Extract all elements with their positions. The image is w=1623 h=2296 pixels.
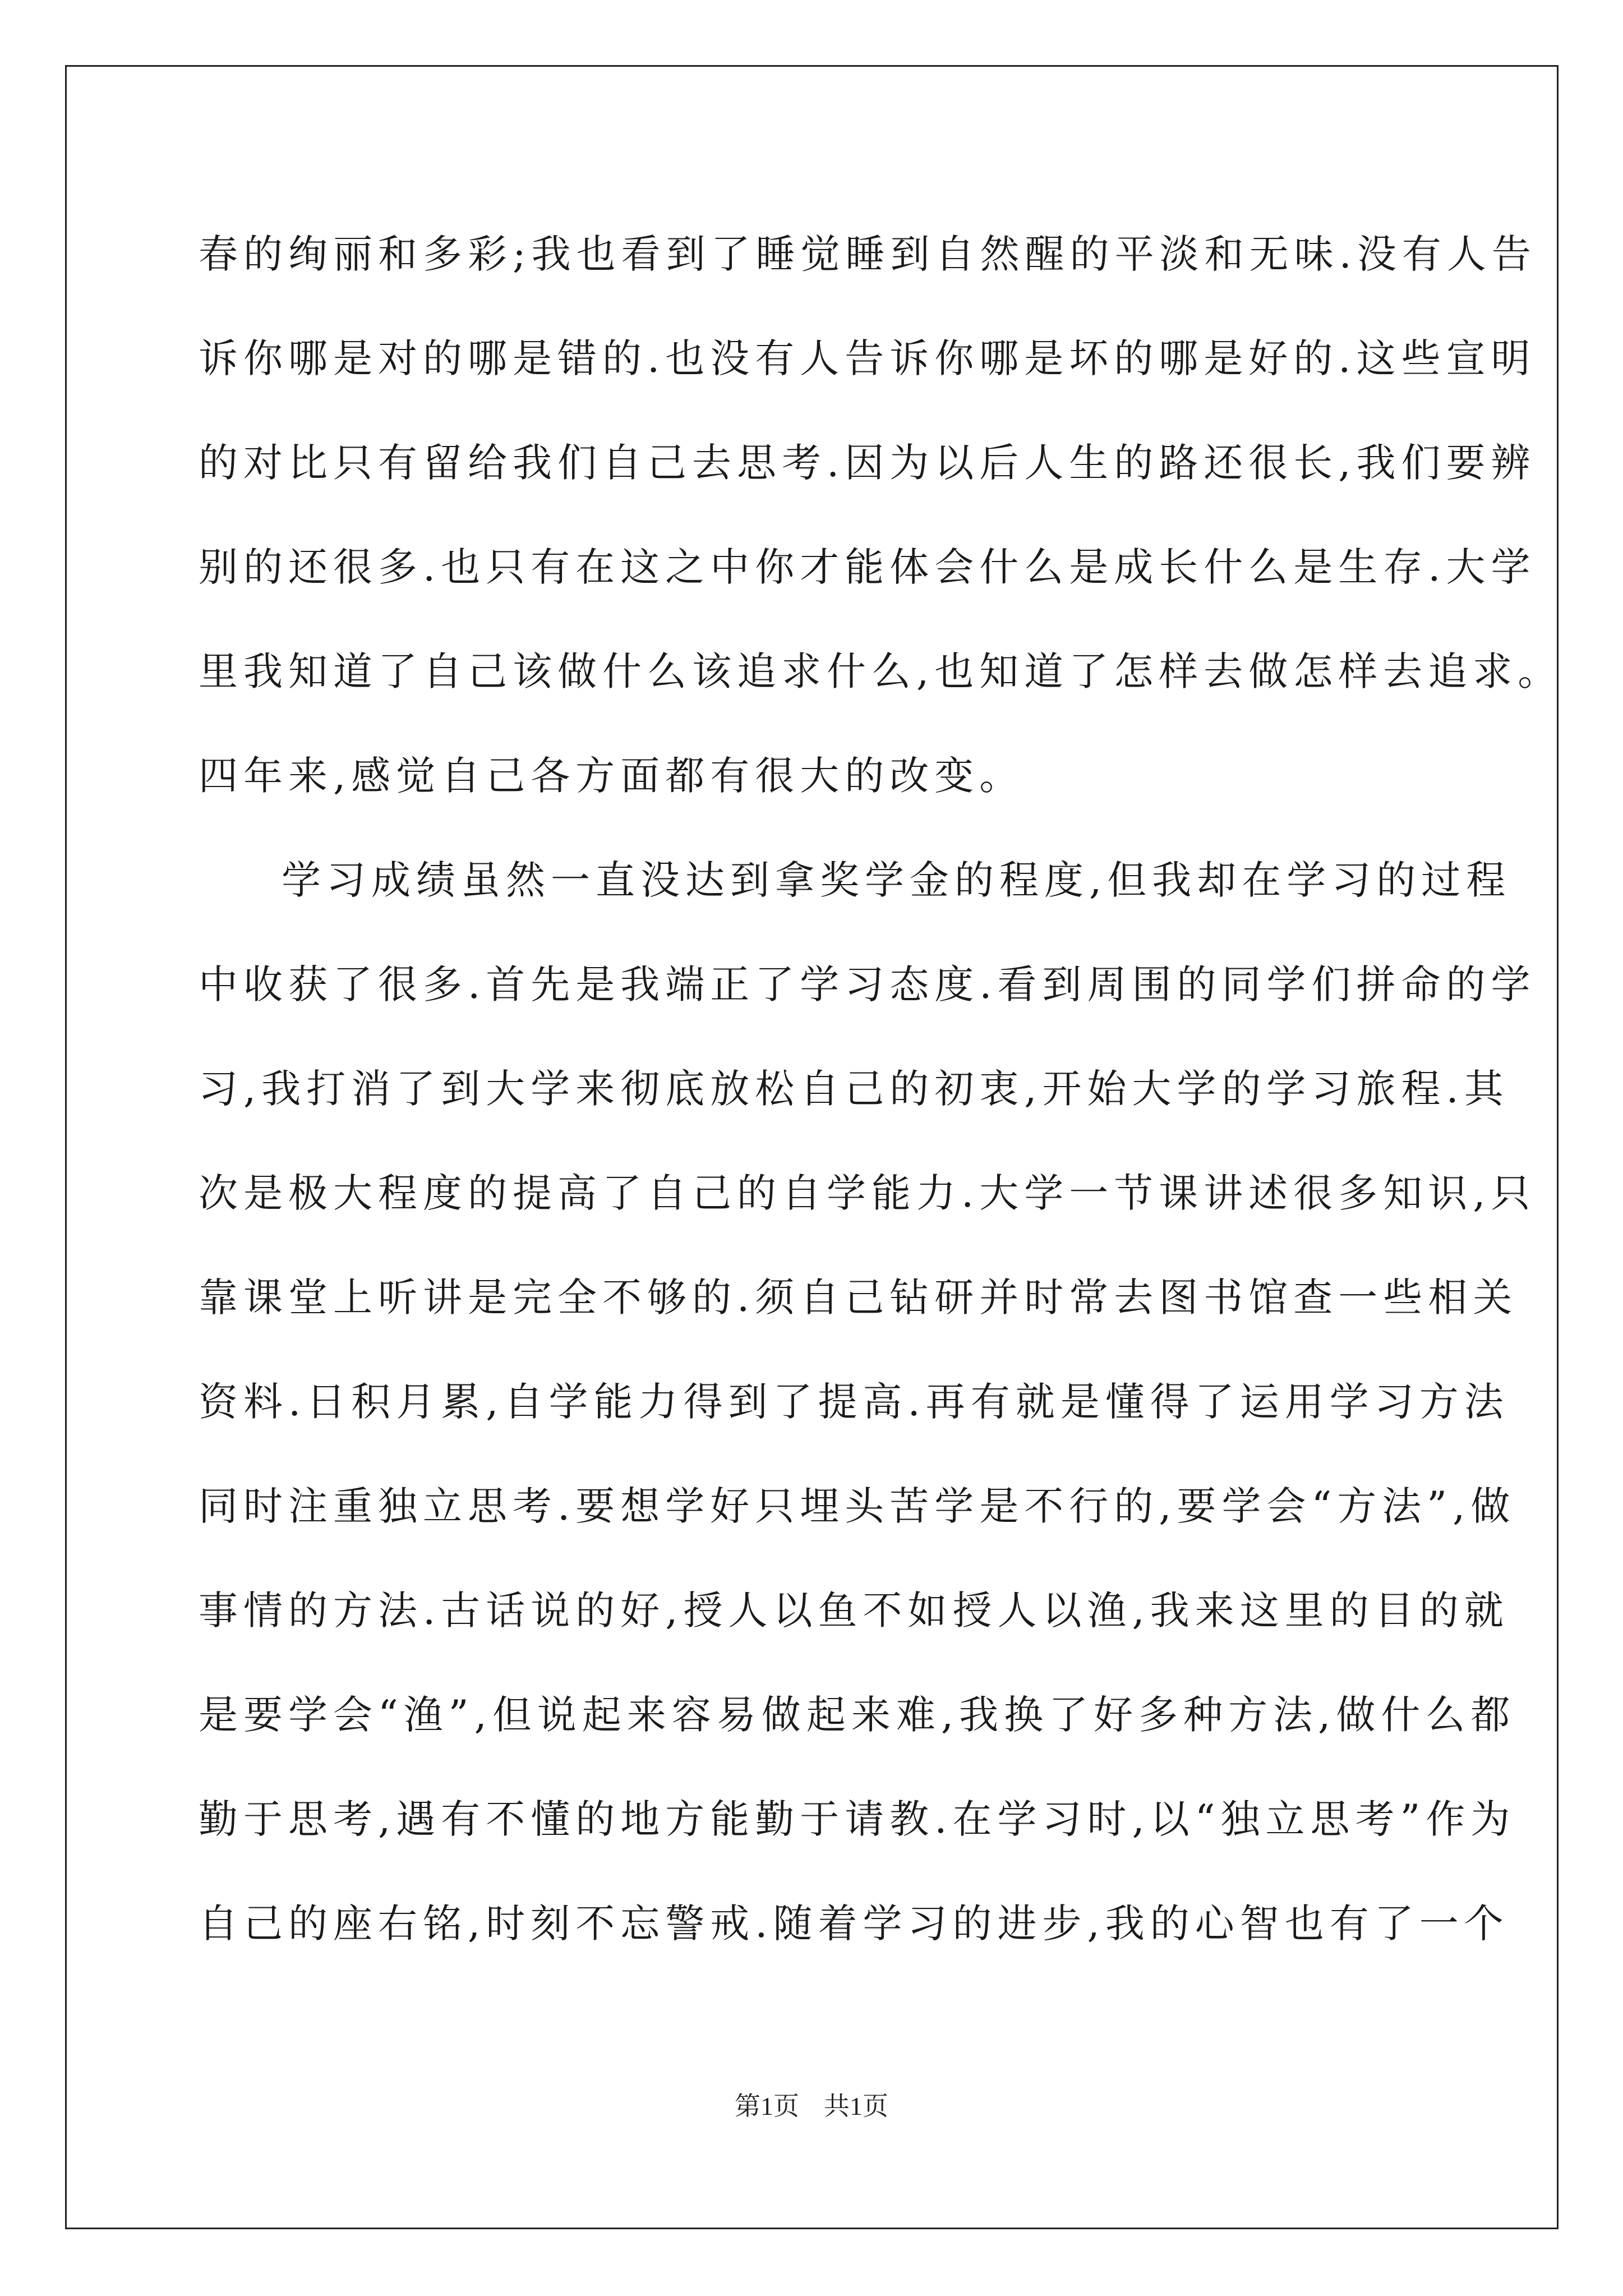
text-line: 诉你哪是对的哪是错的.也没有人告诉你哪是坏的哪是好的.这些宣明 bbox=[199, 335, 1536, 381]
text-line: 资料.日积月累,自学能力得到了提高.再有就是懂得了运用学习方法 bbox=[199, 1379, 1509, 1425]
page-number: 第1页 bbox=[735, 2092, 799, 2120]
page-total: 共1页 bbox=[824, 2092, 888, 2120]
text-line: 是要学会“渔”,但说起来容易做起来难,我换了好多种方法,做什么都 bbox=[199, 1692, 1516, 1738]
text-line: 靠课堂上听讲是完全不够的.须自己钻研并时常去图书馆查一些相关 bbox=[199, 1274, 1518, 1320]
text-line: 勤于思考,遇有不懂的地方能勤于请教.在学习时,以“独立思考”作为 bbox=[199, 1796, 1516, 1842]
text-line: 习,我打消了到大学来彻底放松自己的初衷,开始大学的学习旅程.其 bbox=[199, 1066, 1509, 1112]
text-line: 的对比只有留给我们自己去思考.因为以后人生的路还很长,我们要辨 bbox=[199, 440, 1536, 486]
text-line: 四年来,感觉自己各方面都有很大的改变。 bbox=[199, 753, 1025, 799]
text-line: 同时注重独立思考.要想学好只埋头苦学是不行的,要学会“方法”,做 bbox=[199, 1483, 1516, 1529]
text-line: 事情的方法.古话说的好,授人以鱼不如授人以渔,我来这里的目的就 bbox=[199, 1588, 1509, 1634]
text-line: 自己的座右铭,时刻不忘警戒.随着学习的进步,我的心智也有了一个 bbox=[199, 1901, 1509, 1947]
text-line: 中收获了很多.首先是我端正了学习态度.看到周围的同学们拼命的学 bbox=[199, 961, 1536, 1007]
page-footer bbox=[0, 2090, 1623, 2123]
text-line: 别的还很多.也只有在这之中你才能体会什么是成长什么是生存.大学 bbox=[199, 544, 1536, 590]
text-line: 里我知道了自己该做什么该追求什么,也知道了怎样去做怎样去追求。 bbox=[199, 648, 1563, 694]
document-body bbox=[199, 202, 1563, 1976]
text-line: 次是极大程度的提高了自己的自学能力.大学一节课讲述很多知识,只 bbox=[199, 1170, 1536, 1216]
text-line: 春的绚丽和多彩;我也看到了睡觉睡到自然醒的平淡和无味.没有人告 bbox=[199, 231, 1537, 277]
paragraph-first-line: 学习成绩虽然一直没达到拿奖学金的程度,但我却在学习的过程 bbox=[282, 857, 1511, 903]
